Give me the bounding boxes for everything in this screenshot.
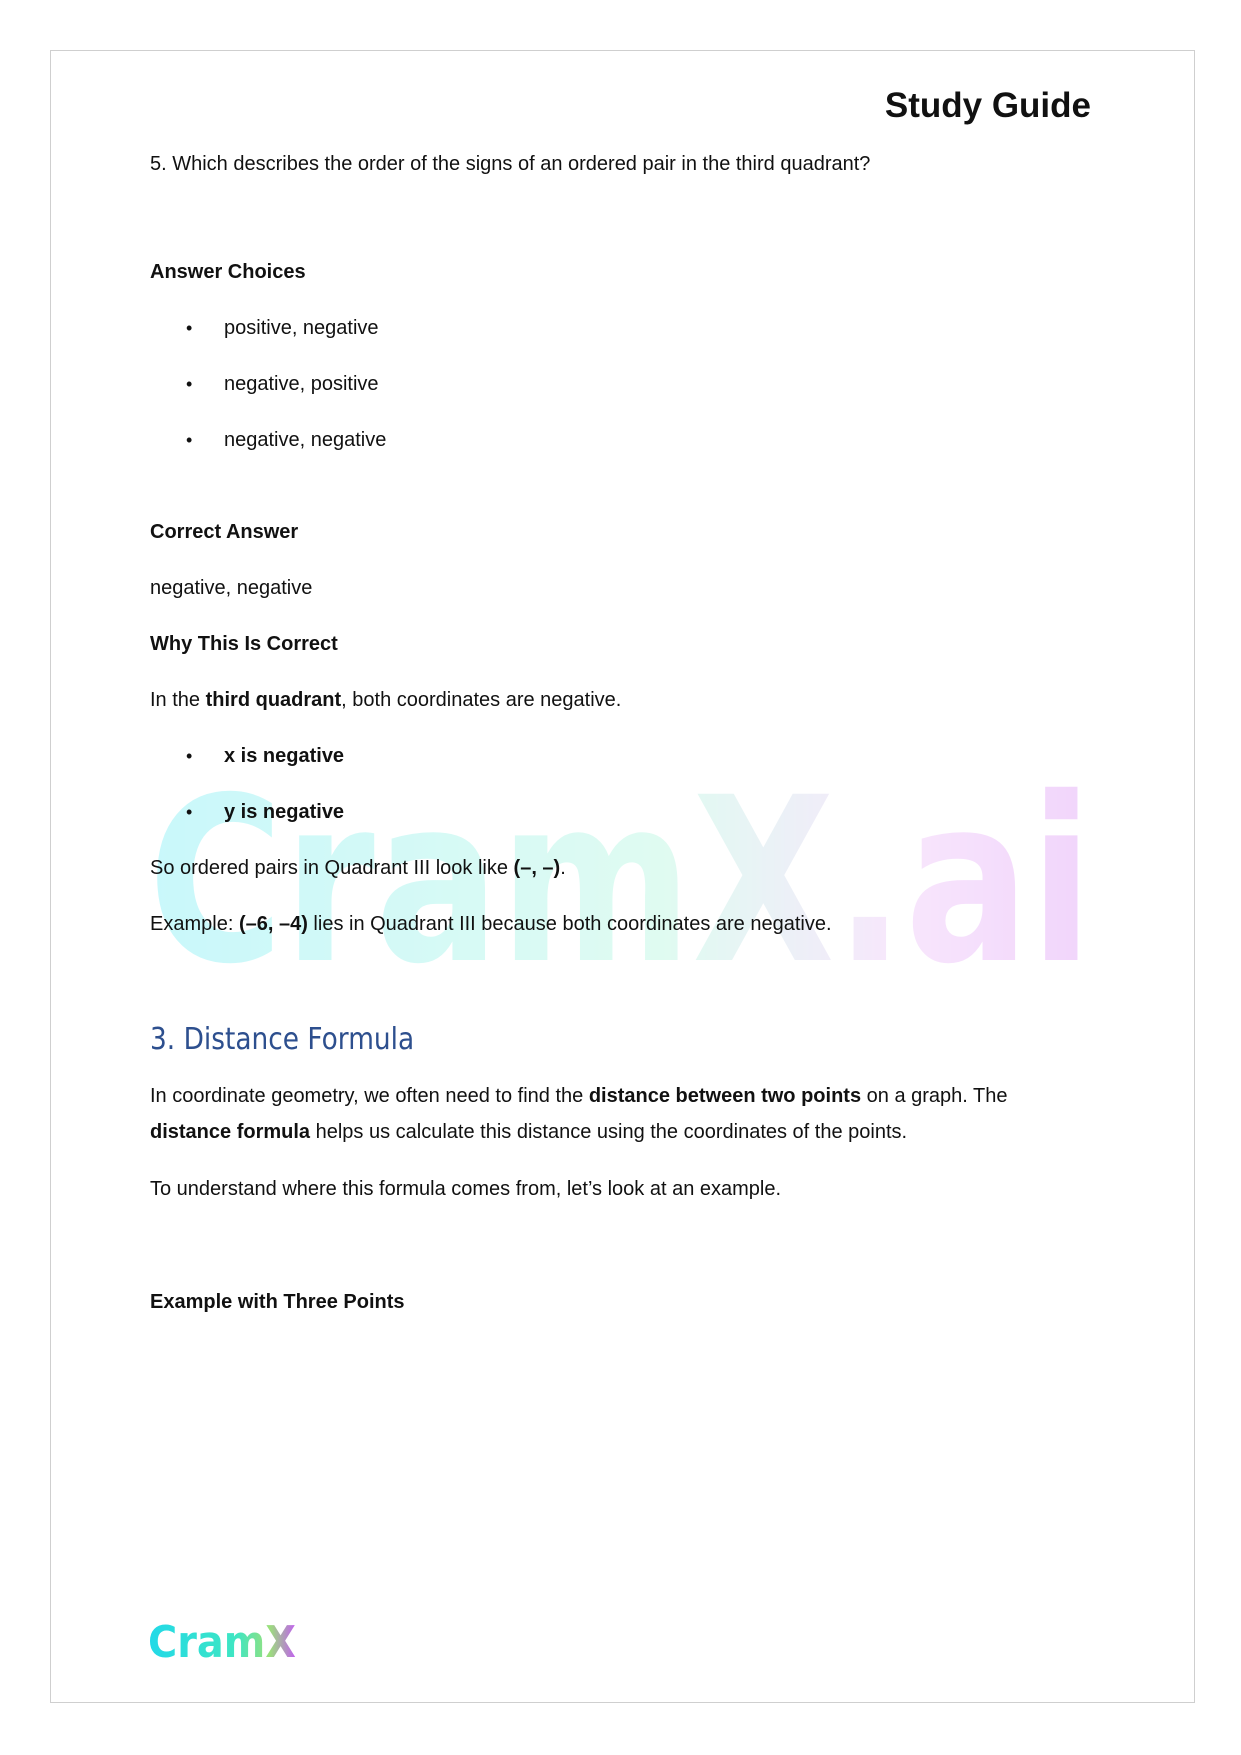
understand-text: To understand where this formula comes from, let’s look at an example. <box>150 1178 782 1200</box>
why-correct-text: In the third quadrant, both coordinates are negative. <box>150 689 622 711</box>
bullet-text: x is negative <box>224 745 345 767</box>
correct-answer-heading: Correct Answer <box>150 521 299 543</box>
bold-term: third quadrant <box>205 689 342 711</box>
bullet-icon: • <box>186 374 193 394</box>
bullet-icon: • <box>186 430 193 450</box>
bullet-text: y is negative <box>224 801 345 823</box>
watermark-text: CramX.ai <box>148 758 1093 998</box>
answer-choices-heading: Answer Choices <box>150 261 306 283</box>
why-correct-heading: Why This Is Correct <box>150 633 338 655</box>
bold-term: (–, –) <box>513 857 561 879</box>
cramx-logo <box>148 1617 298 1665</box>
bold-term: distance formula <box>150 1121 311 1143</box>
list-item <box>150 366 1090 402</box>
question-text: 5. Which describes the order of the signs of an ordered pair in the third quadrant? <box>150 153 871 175</box>
example-text: Example: (–6, –4) lies in Quadrant III because both coordinates are negative. <box>150 913 832 935</box>
why-bullets-list <box>150 738 1090 830</box>
logo-text: CramX <box>148 1617 297 1665</box>
quadrant-text: So ordered pairs in Quadrant III look like (–, –). <box>150 857 566 879</box>
bold-term: (–6, –4) <box>238 913 308 935</box>
bullet-icon: • <box>186 318 193 338</box>
list-item <box>150 738 1090 774</box>
distance-intro-text: In coordinate geometry, we often need to find the distance between two points on a graph. The distance formula helps us calculate this distance using the coordinates of the points. <box>150 1085 1008 1143</box>
bullet-icon: • <box>186 746 193 766</box>
correct-answer-text: negative, negative <box>150 577 313 599</box>
bullet-icon: • <box>186 802 193 822</box>
choice-text: negative, positive <box>224 373 379 395</box>
page-title: Study Guide <box>884 86 1091 125</box>
list-item <box>150 422 1090 458</box>
choice-text: negative, negative <box>224 429 387 451</box>
answer-choices-list <box>150 310 1090 458</box>
section-heading: 3. Distance Formula <box>150 1022 415 1057</box>
main-content <box>150 146 1090 1320</box>
choice-text: positive, negative <box>224 317 379 339</box>
bold-term: distance between two points <box>588 1085 862 1107</box>
list-item <box>150 310 1090 346</box>
list-item <box>150 794 1090 830</box>
example-heading: Example with Three Points <box>150 1291 405 1313</box>
